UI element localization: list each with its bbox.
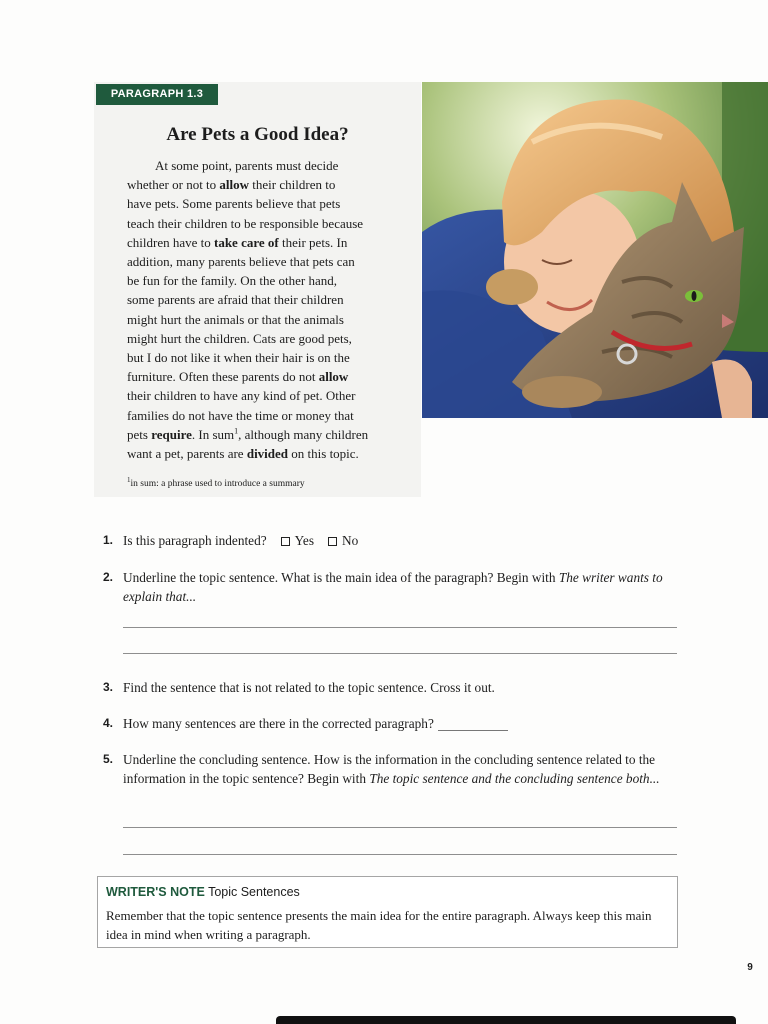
answer-line[interactable]	[123, 627, 677, 628]
footnote-marker: 1	[127, 476, 131, 484]
footnote-text: in sum: a phrase used to introduce a summary	[130, 479, 305, 490]
paragraph-line: might hurt the animals or that the animals	[127, 311, 344, 327]
question-text	[123, 568, 693, 606]
question-5-text: Underline the concluding sentence. How is the information in the concluding sentence related to the information in the topic sentence? Begin with	[123, 752, 656, 786]
no-checkbox[interactable]	[328, 537, 337, 546]
answer-line[interactable]	[123, 653, 677, 654]
question-5-prompt: The topic sentence and the concluding sentence both...	[369, 771, 660, 786]
paragraph-body	[127, 156, 412, 463]
page-number: 9	[747, 962, 753, 973]
paragraph-line: pets require. In sum$^1$, although many children	[127, 426, 369, 442]
writers-note-label: WRITER'S NOTE	[106, 885, 205, 899]
paragraph-line: children have to take care of their pets. In	[127, 234, 348, 250]
writers-note-heading	[106, 885, 300, 899]
paragraph-label: PARAGRAPH 1.3	[96, 84, 218, 105]
answer-line[interactable]	[123, 854, 677, 855]
paragraph-line: addition, many parents believe that pets can	[127, 254, 355, 270]
home-indicator-bar	[276, 1016, 736, 1024]
question-number: 5.	[103, 752, 114, 766]
question-text	[123, 714, 693, 733]
paragraph-title: Are Pets a Good Idea?	[166, 124, 349, 145]
question-number: 3.	[103, 680, 114, 694]
writers-note-title: Topic Sentences	[208, 885, 300, 899]
writers-note-box	[97, 876, 678, 948]
question-1-text: Is this paragraph indented?	[123, 533, 267, 548]
question-2-text: Underline the topic sentence. What is the main idea of the paragraph? Begin with	[123, 570, 556, 585]
paragraph-line: want a pet, parents are divided on this topic.	[127, 446, 359, 462]
yes-option-label: Yes	[294, 533, 314, 548]
paragraph-line: At some point, parents must decide	[155, 158, 339, 173]
question-number: 4.	[103, 716, 114, 730]
paragraph-text	[127, 156, 412, 463]
answer-blank[interactable]	[438, 717, 508, 731]
paragraph-line: whether or not to allow their children to	[127, 177, 336, 193]
yes-checkbox[interactable]	[281, 537, 290, 546]
question-number: 2.	[103, 570, 114, 584]
paragraph-line: their children to have any kind of pet. Other	[127, 388, 356, 404]
question-number: 1.	[103, 533, 114, 547]
paragraph-line: be fun for the family. On the other hand,	[127, 273, 337, 289]
footnote	[127, 476, 412, 489]
paragraph-line: teach their children to be responsible because	[127, 215, 364, 231]
writers-note-text: Remember that the topic sentence presents the main idea for the entire paragraph. Always keep this main idea in mind when writing a paragraph.	[106, 908, 652, 942]
paragraph-line: some parents are afraid that their children	[127, 292, 344, 308]
no-option-label: No	[342, 533, 359, 548]
paragraph-line: might hurt the children. Cats are good pets,	[127, 330, 352, 346]
paragraph-line: but I do not like it when their hair is on the	[127, 350, 350, 366]
paragraph-line: have pets. Some parents believe that pets	[127, 196, 341, 212]
question-3-text: Find the sentence that is not related to the topic sentence. Cross it out.	[123, 680, 495, 695]
paragraph-line: furniture. Often these parents do not allow	[127, 369, 349, 385]
question-4-text: How many sentences are there in the corrected paragraph?	[123, 716, 434, 731]
paragraph-line: families do not have the time or money that	[127, 407, 354, 423]
answer-line[interactable]	[123, 827, 677, 828]
boy-hugging-cat-photo	[422, 82, 768, 418]
question-text	[123, 750, 693, 788]
question-2-prompt: The writer wants to explain that...	[123, 570, 663, 604]
question-text	[123, 531, 693, 550]
